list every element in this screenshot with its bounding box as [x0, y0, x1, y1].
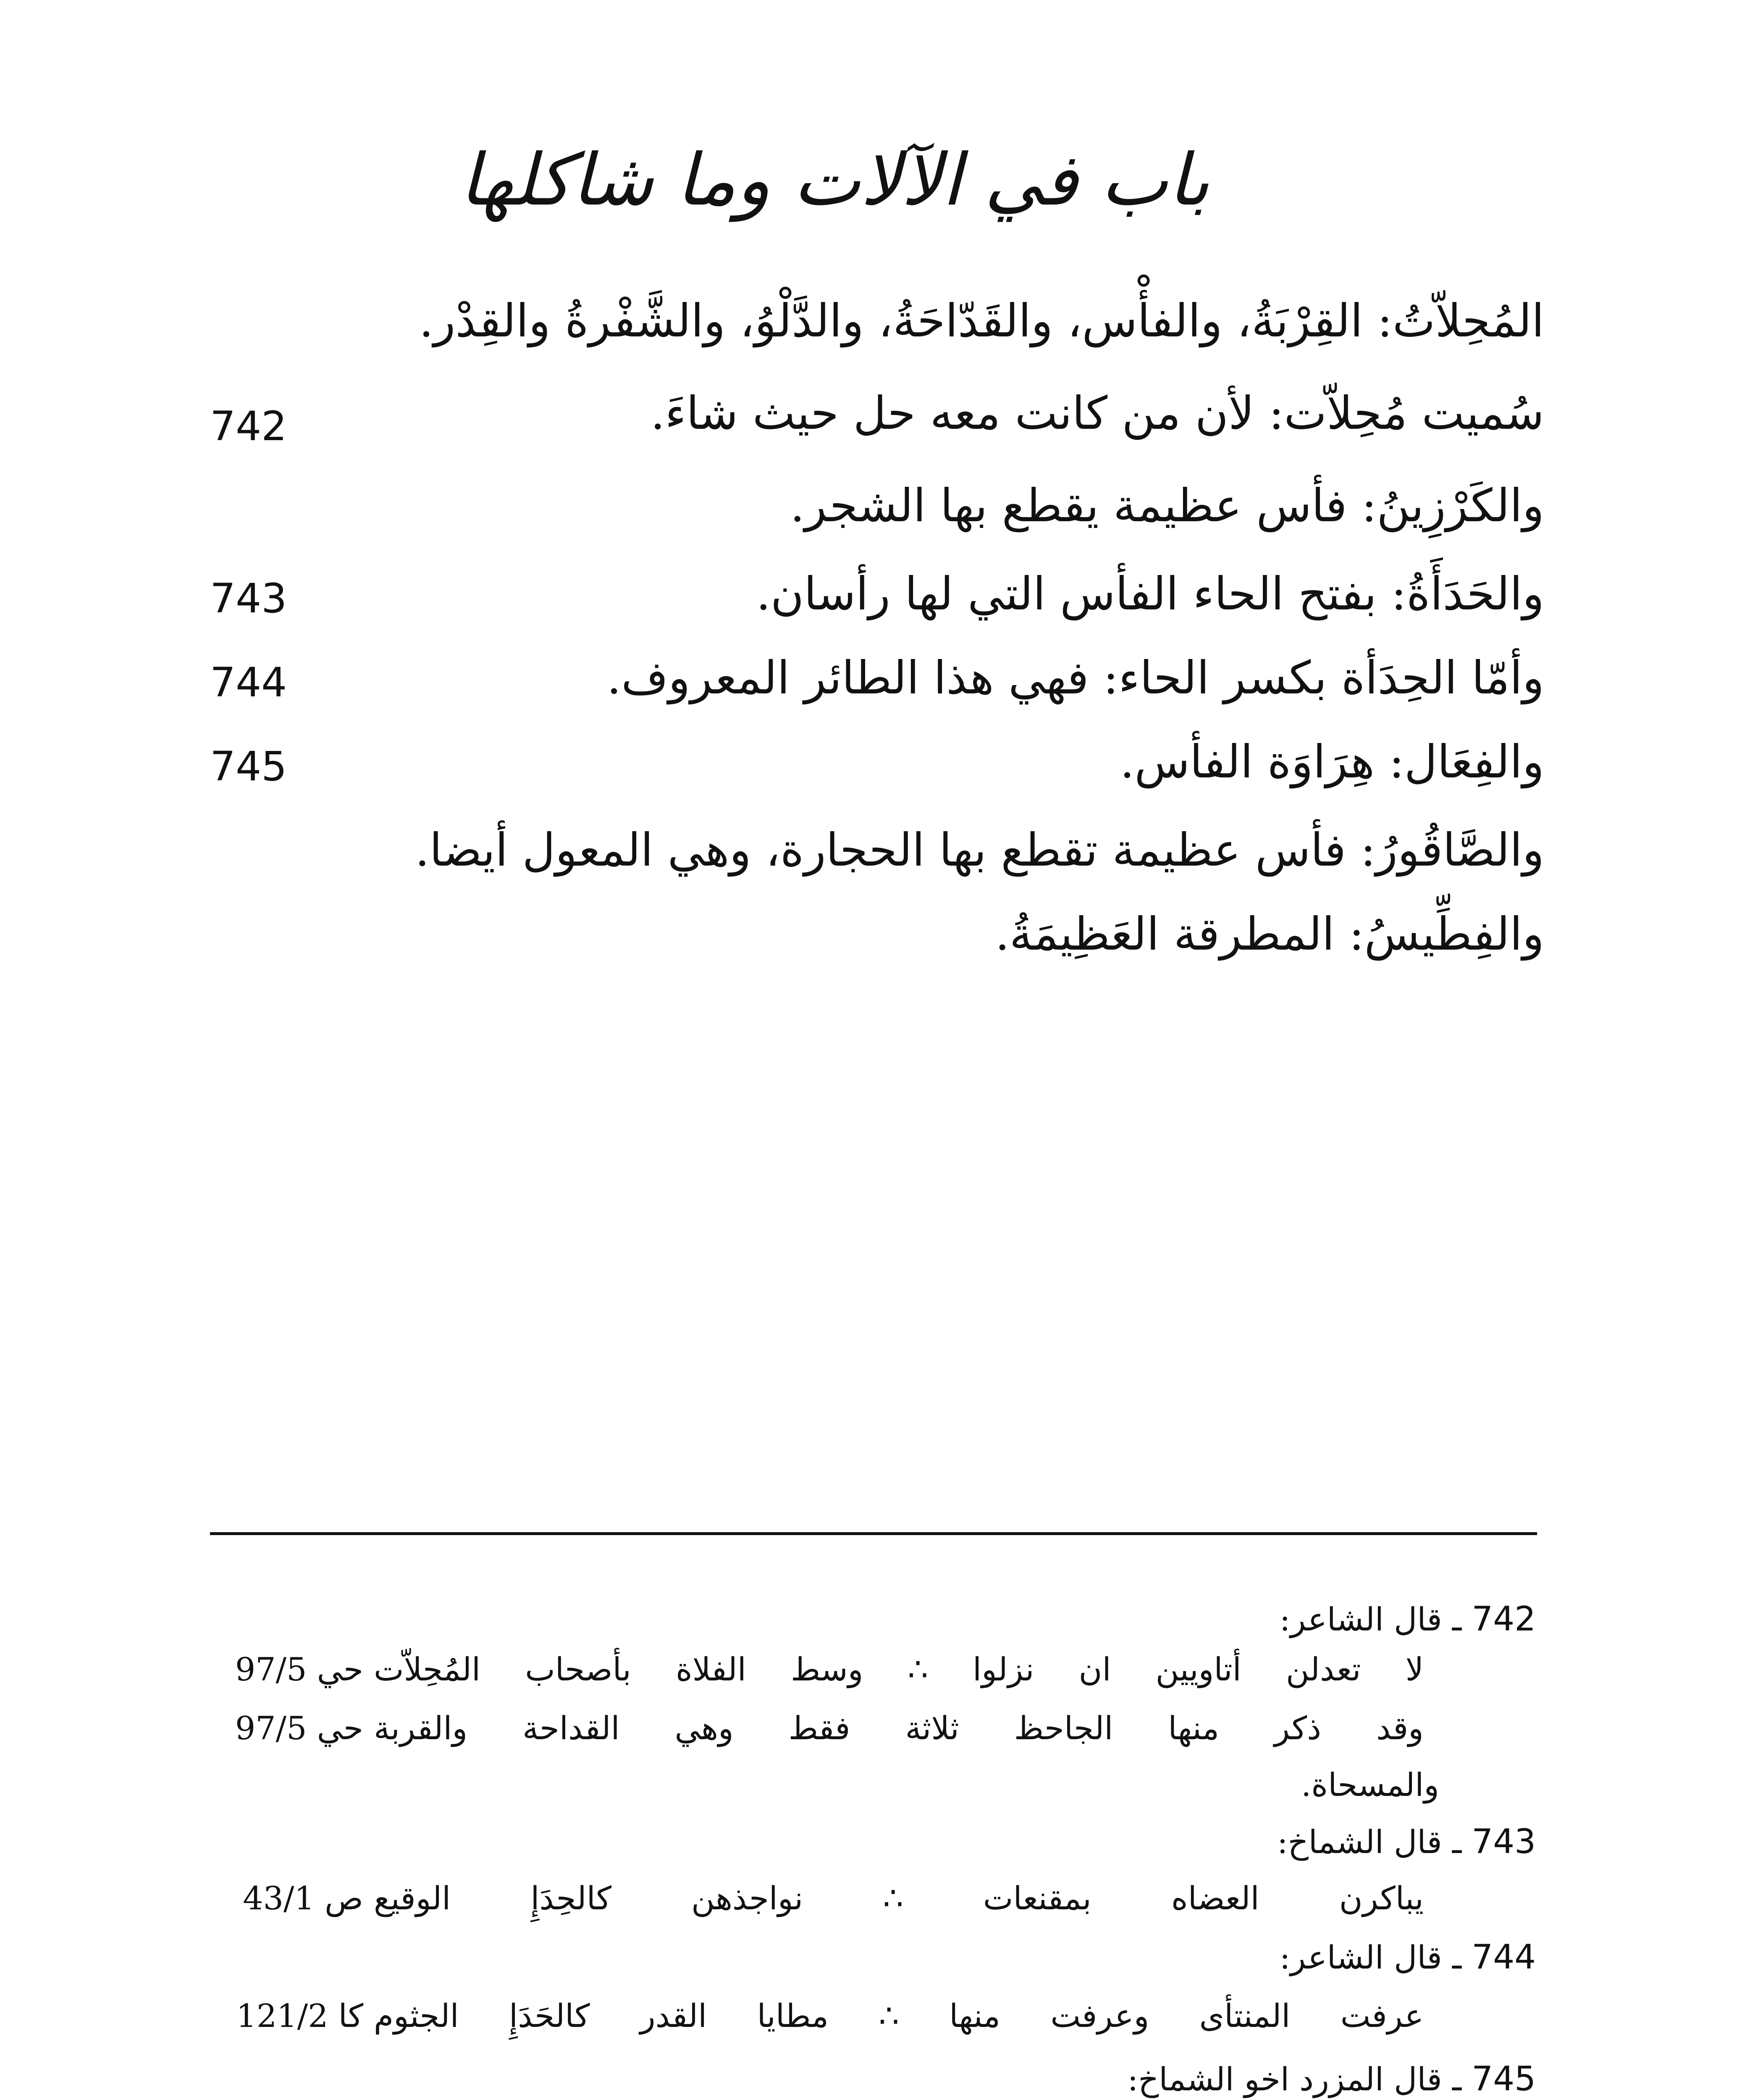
verse-word: وعرفت: [1050, 1997, 1149, 2034]
verse-word: كالحِدَإِ: [530, 1880, 611, 1917]
footnote-743-intro: ـ قال الشماخ:: [1277, 1823, 1462, 1861]
footnote-742-verse-source: حي 97/5: [235, 1651, 363, 1688]
entry-fiaal: والفِعَال: هِرَاوَة الفأس.: [1120, 736, 1544, 788]
entry-hidaa: وأمّا الحِدَأة بكسر الحاء: فهي هذا الطائر المعروف.: [606, 652, 1544, 704]
verse-word: القدر: [640, 1997, 707, 2034]
footnote-ref-742: 742: [210, 403, 287, 450]
hemistich-divider: ∴: [879, 1997, 899, 2034]
footnote-743-heading: [1277, 1821, 1536, 1863]
entry-fittis: والفِطِّيسُ: المطرقة العَظِيمَةُ.: [995, 908, 1544, 961]
footnote-743-source: ص 43/1: [243, 1880, 363, 1917]
note-word: منها: [1168, 1709, 1220, 1747]
note-word: وهي: [674, 1709, 734, 1747]
footnote-743-verse: [374, 1877, 1424, 1919]
note-word: الجاحظ: [1014, 1709, 1113, 1747]
entry-saqur: والصَّاقُورُ: فأس عظيمة تقطع بها الحجارة، وهي المعول أيضا.: [415, 824, 1544, 877]
footnote-ref-745: 745: [210, 743, 287, 790]
footnote-742-note-end: والمسحاة.: [1301, 1766, 1439, 1803]
hemistich-divider: ∴: [908, 1651, 928, 1688]
footnote-745-number: 745: [1472, 2059, 1536, 2098]
verse-word: أتاويين: [1155, 1651, 1241, 1688]
verse-word: بأصحاب: [525, 1651, 631, 1688]
verse-word: ان: [1078, 1651, 1111, 1688]
footnote-742-heading: [1280, 1598, 1536, 1641]
footnote-745-intro: ـ قال المزرد اخو الشماخ:: [1127, 2061, 1462, 2098]
footnote-742-note: [374, 1707, 1424, 1749]
note-word: ثلاثة: [905, 1709, 959, 1747]
verse-word: مطايا: [757, 1997, 829, 2034]
verse-word: الوقيع: [374, 1880, 451, 1917]
verse-word: بمقنعات: [983, 1880, 1091, 1917]
note-word: ذكر: [1274, 1709, 1322, 1747]
verse-word: منها: [949, 1997, 1000, 2034]
footnote-742-intro: ـ قال الشاعر:: [1279, 1601, 1462, 1638]
chapter-title: باب في الآلات وما شاكلها: [459, 139, 1210, 222]
footnote-744-number: 744: [1472, 1937, 1536, 1977]
verse-word: تعدلن: [1286, 1651, 1361, 1688]
entry-hadaa: والحَدَأَةُ: بفتح الحاء الفأس التي لها رأسان.: [756, 568, 1544, 620]
hemistich-divider: ∴: [883, 1880, 903, 1917]
entry-muhillat: المُحِلاّتُ: القِرْبَةُ، والفأْس، والقَدّاحَةُ، والدَّلْوُ، والشَّفْرةُ والقِدْر.: [419, 295, 1544, 347]
verse-word: يباكرن: [1339, 1880, 1424, 1917]
verse-word: الفلاة: [675, 1651, 746, 1688]
note-word: القداحة: [522, 1709, 620, 1747]
footnote-744-heading: [1280, 1936, 1536, 1979]
verse-word: المُحِلاّت: [374, 1651, 481, 1688]
verse-word: كالحَدَإِ: [509, 1997, 590, 2034]
verse-word: نواجذهن: [691, 1880, 803, 1917]
verse-word: العضاه: [1171, 1880, 1259, 1917]
entry-karzin: والكَرْزِينُ: فأس عظيمة يقطع بها الشجر.: [790, 480, 1544, 532]
note-word: وقد: [1376, 1709, 1424, 1747]
footnote-745-heading: [1128, 2058, 1536, 2100]
verse-word: نزلوا: [972, 1651, 1034, 1688]
footnote-744-intro: ـ قال الشاعر:: [1279, 1939, 1462, 1976]
note-word: فقط: [788, 1709, 850, 1747]
entry-muhillat-reason: سُميت مُحِلاّت: لأن من كانت معه حل حيث شاءَ.: [651, 387, 1544, 440]
footnote-742-verse: [374, 1648, 1424, 1690]
footnote-ref-744: 744: [210, 659, 287, 706]
footnote-ref-743: 743: [210, 575, 287, 622]
footnote-separator: [210, 1532, 1537, 1535]
verse-word: وسط: [790, 1651, 863, 1688]
footnote-744-verse: [374, 1995, 1424, 2037]
verse-word: المنتأى: [1199, 1997, 1291, 2034]
footnote-743-number: 743: [1472, 1822, 1536, 1861]
verse-word: عرفت: [1340, 1997, 1424, 2034]
note-word: والقربة: [374, 1709, 468, 1747]
verse-word: لا: [1405, 1651, 1424, 1688]
footnote-742-number: 742: [1472, 1599, 1536, 1638]
footnote-742-note-source: حي 97/5: [235, 1709, 363, 1747]
footnote-744-source: كا 121/2: [236, 1997, 363, 2034]
verse-word: الجثوم: [374, 1997, 459, 2034]
